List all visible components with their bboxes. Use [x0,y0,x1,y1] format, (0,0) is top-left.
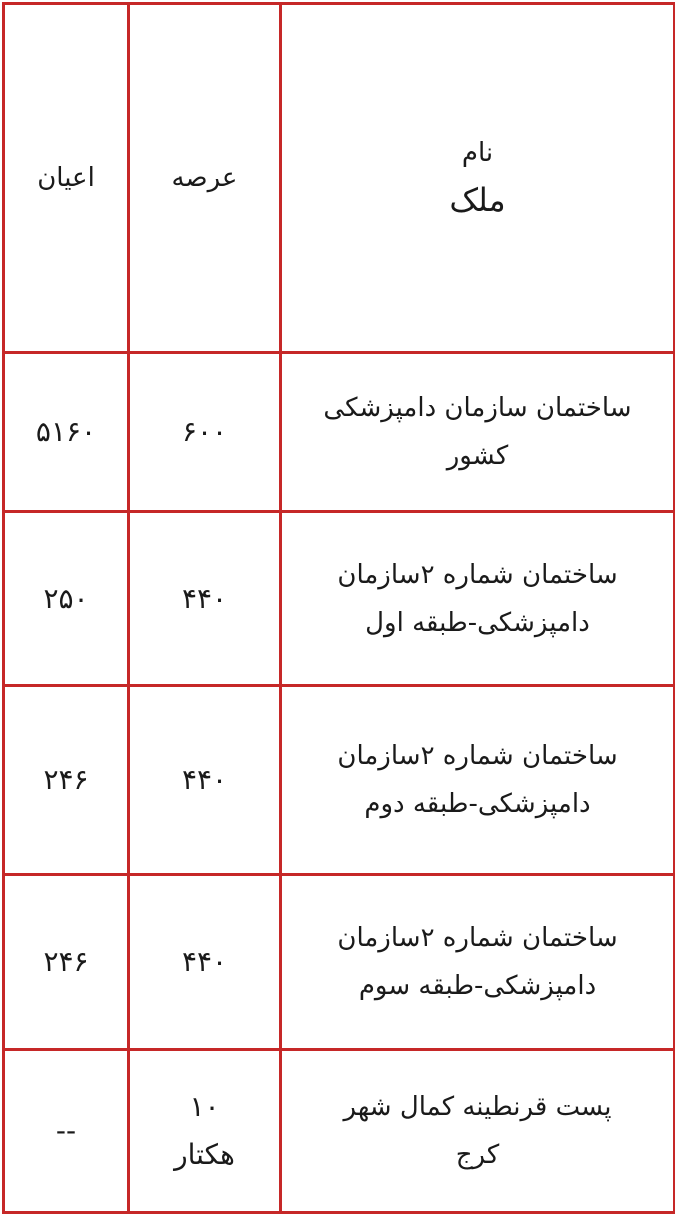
row-building-value: ۲۴۶ [43,763,89,796]
row-area-cell [129,1050,281,1213]
row-area-cell [129,686,281,875]
row-name-cell [281,512,675,686]
row-building-cell [4,686,129,875]
row-area-value: ۱۰ [189,1090,220,1123]
row-building-value: ۵۱۶۰ [35,415,97,448]
row-area-cell [129,875,281,1050]
header-building-label: اعیان [37,163,95,193]
row-building-cell [4,1050,129,1213]
row-area-value: ۴۴۰ [181,763,228,796]
header-name-line1: نام [461,138,494,168]
table-header-row [4,4,675,353]
row-building-cell [4,353,129,512]
row-area-unit: هکتار [174,1138,235,1171]
table-row [4,353,675,512]
row-name-line1: ساختمان شماره ۲سازمان [337,741,618,771]
row-name-line1: ساختمان شماره ۲سازمان [337,559,618,590]
header-area-cell [129,4,281,353]
row-name-cell [281,875,675,1050]
header-name-cell [281,4,675,353]
row-area-value: ۶۰۰ [181,415,228,448]
property-table [2,2,675,1214]
row-name-cell [281,686,675,875]
row-building-value: -- [55,1114,77,1147]
row-area-value: ۴۴۰ [181,945,228,978]
row-name-line2: کرج [455,1140,500,1170]
row-building-value: ۲۵۰ [43,581,89,615]
property-table-container [0,2,675,1215]
row-name-line1: پست قرنطینه کمال شهر [343,1092,612,1122]
row-name-cell [281,353,675,512]
row-building-cell [4,875,129,1050]
row-area-cell [129,512,281,686]
row-name-line2: دامپزشکی-طبقه اول [365,607,590,638]
table-row [4,686,675,875]
row-building-cell [4,512,129,686]
table-row [4,1050,675,1213]
header-name-line2: ملک [449,181,506,219]
row-name-line2: کشور [446,441,509,471]
header-area-label: عرصه [171,163,238,193]
table-row [4,512,675,686]
row-name-line2: دامپزشکی-طبقه سوم [358,971,597,1001]
row-area-cell [129,353,281,512]
table-row [4,875,675,1050]
header-building-cell [4,4,129,353]
row-name-line1: ساختمان شماره ۲سازمان [337,923,618,953]
row-name-cell [281,1050,675,1213]
row-building-value: ۲۴۶ [43,945,89,978]
row-area-value: ۴۴۰ [181,581,228,615]
row-name-line2: دامپزشکی-طبقه دوم [364,789,591,819]
row-name-line1: ساختمان سازمان دامپزشکی [323,393,632,423]
